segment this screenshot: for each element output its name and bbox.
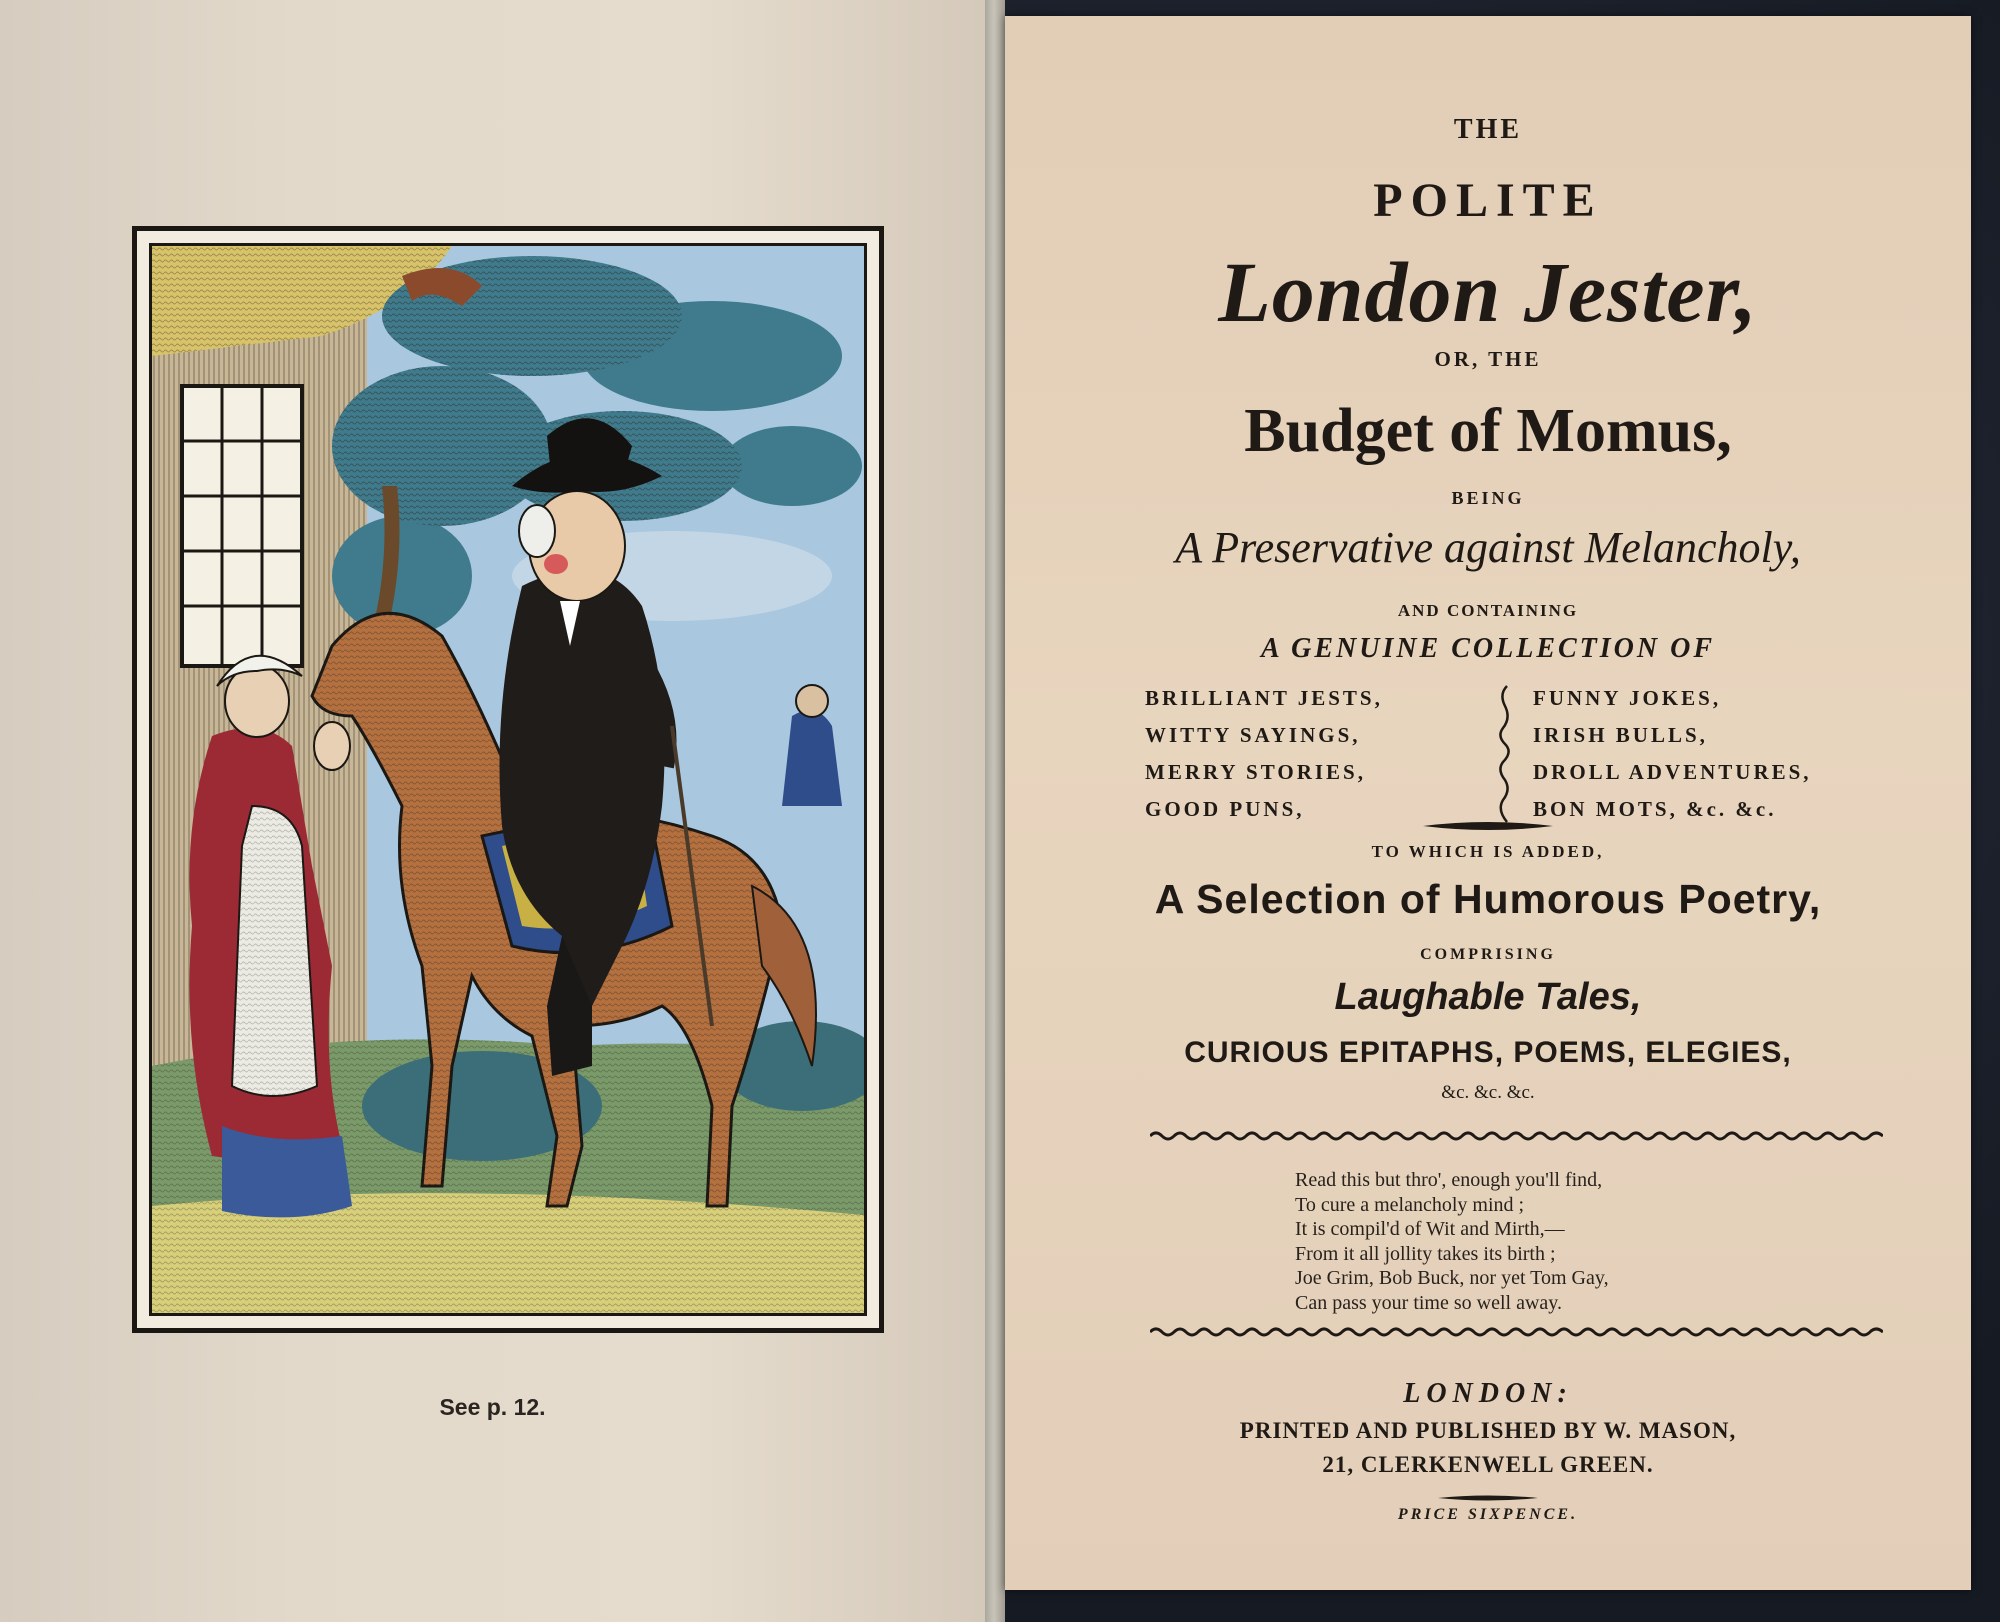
contents-right-column <box>1533 680 1812 828</box>
contents-item: BRILLIANT JESTS, <box>1145 686 1383 710</box>
contents-left-column <box>1145 680 1383 828</box>
book-spine <box>985 0 1005 1622</box>
title-or-the: OR, THE <box>1434 347 1542 371</box>
verse-line: From it all jollity takes its birth ; <box>1295 1242 1556 1265</box>
wavy-rule-bottom <box>1150 1324 1883 1340</box>
contents-item: GOOD PUNS, <box>1145 797 1305 821</box>
contents-item: DROLL ADVENTURES, <box>1533 760 1812 784</box>
verse-line: Read this but thro', enough you'll find, <box>1295 1169 1603 1191</box>
to-which-is-added: TO WHICH IS ADDED, <box>1371 842 1605 861</box>
title-polite: POLITE <box>1373 174 1603 227</box>
frontispiece-illustration <box>149 243 867 1316</box>
title-page <box>1005 16 1971 1590</box>
small-ornamental-rule <box>1438 1494 1538 1502</box>
comprising: COMPRISING <box>1420 946 1556 963</box>
and-containing: AND CONTAINING <box>1397 601 1579 620</box>
contents-item: FUNNY JOKES, <box>1533 686 1722 710</box>
frontispiece-caption: See p. 12. <box>439 1394 546 1420</box>
contents-item: BON MOTS, &c. &c. <box>1533 797 1777 821</box>
engraving-image <box>152 246 867 1316</box>
contents-item: IRISH BULLS, <box>1533 723 1708 747</box>
epigraph-verse <box>1295 1168 1609 1315</box>
preservative-line: A Preservative against Melancholy, <box>1175 523 1801 572</box>
etc-line: &c. &c. &c. <box>1441 1082 1535 1103</box>
curious-epitaphs: CURIOUS EPITAPHS, POEMS, ELEGIES, <box>1184 1036 1792 1069</box>
laughable-tales: Laughable Tales, <box>1334 976 1642 1018</box>
verse-line: It is compil'd of Wit and Mirth,— <box>1295 1218 1565 1240</box>
wavy-rule-top <box>1150 1128 1883 1144</box>
genuine-collection: A GENUINE COLLECTION OF <box>1260 633 1716 664</box>
text-being: BEING <box>1451 488 1525 508</box>
imprint-city: LONDON: <box>1403 1378 1573 1409</box>
subtitle-budget: Budget of Momus, <box>1244 397 1732 465</box>
brace-ornament <box>1493 684 1519 824</box>
contents-item: WITTY SAYINGS, <box>1145 723 1361 747</box>
imprint-publisher: PRINTED AND PUBLISHED BY W. MASON, <box>1239 1418 1737 1443</box>
frontispiece-frame <box>132 226 884 1333</box>
imprint-address: 21, CLERKENWELL GREEN. <box>1322 1452 1654 1477</box>
ornamental-rule <box>1423 820 1553 832</box>
left-page <box>0 0 985 1622</box>
price-line: PRICE SIXPENCE. <box>1397 1506 1579 1523</box>
main-title: London Jester, <box>1218 244 1758 340</box>
verse-line: Can pass your time so well away. <box>1295 1291 1562 1314</box>
title-the: THE <box>1453 114 1523 145</box>
selection-line: A Selection of Humorous Poetry, <box>1154 876 1822 922</box>
contents-item: MERRY STORIES, <box>1145 760 1366 784</box>
verse-line: To cure a melancholy mind ; <box>1295 1193 1525 1216</box>
verse-line: Joe Grim, Bob Buck, nor yet Tom Gay, <box>1295 1267 1609 1289</box>
